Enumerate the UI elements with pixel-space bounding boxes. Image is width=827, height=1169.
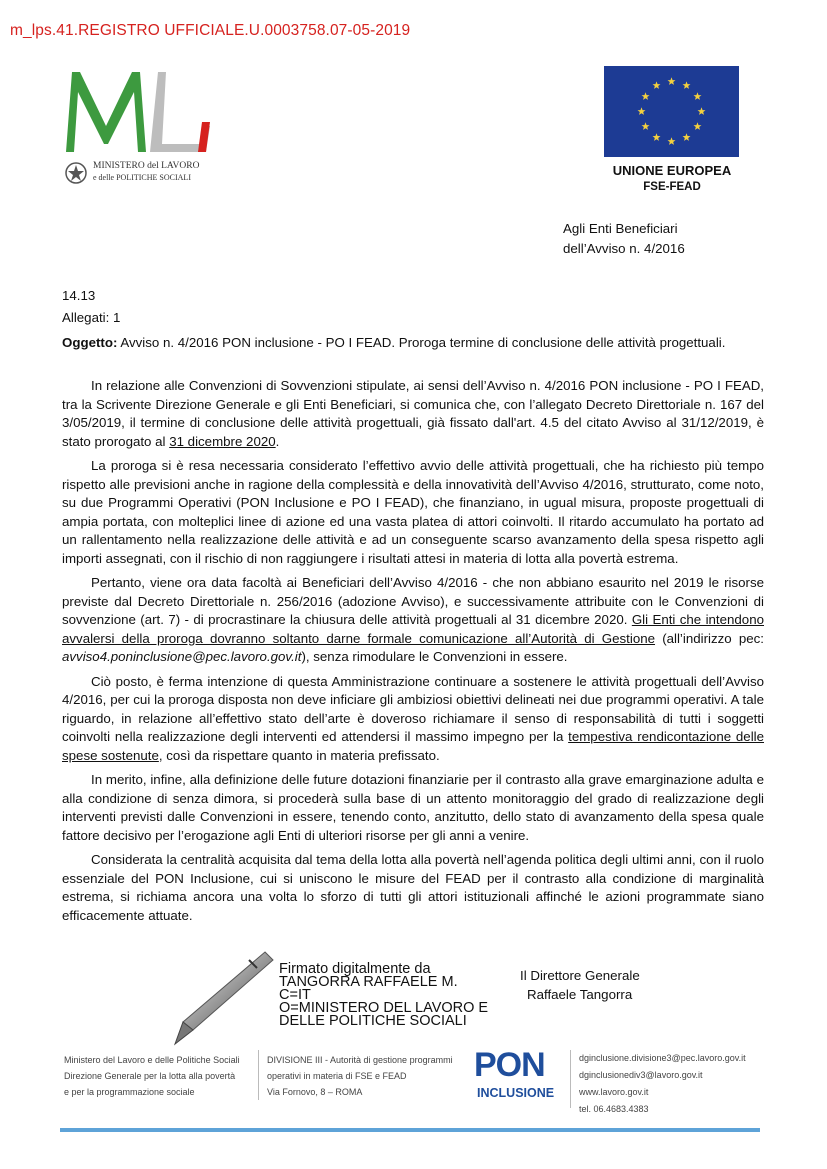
paragraph-3-underlined: Gli Enti che intendono avvalersi della proroga dovranno soltanto darne formale comunicazione all’Autorità di Gestione <box>62 612 764 646</box>
paragraph-4-end: , così da rispettare quanto in materia prefissato. <box>158 747 440 763</box>
paragraph-1-text: In relazione alle Convenzioni di Sovvenzioni stipulate, ai sensi dell’Avviso n. 4/2016 PON inclusione - PO I FEAD, tra la Scrivente Direzione Generale e gli Enti Beneficiari, si comunica che, con l’allegato Decreto Direttoriale n. 167 del 3/05/2019, il termine di conclusione delle attività progettuali, già fissato dall'art. 4.5 del citato Avviso al 31/12/2019, è stato prorogato al <box>62 378 764 449</box>
footer-email[interactable]: dginclusionediv3@lavoro.gov.it <box>579 1070 703 1080</box>
eu-star-icon <box>653 133 661 141</box>
ministry-m-logo-icon <box>62 66 212 166</box>
subject-label: Oggetto: <box>62 335 118 350</box>
pon-logo-text: PON <box>474 1046 545 1084</box>
registration-stamp: m_lps.41.REGISTRO UFFICIALE.U.0003758.07-05-2019 <box>10 22 411 39</box>
eu-stars-icon <box>604 66 739 157</box>
footer-division-line1: DIVISIONE III - Autorità di gestione programmi <box>267 1055 453 1065</box>
attachments-count: Allegati: 1 <box>62 310 121 325</box>
director-role: Il Direttore Generale <box>520 968 640 983</box>
paragraph-3-end: ), senza rimodulare le Convenzioni in essere. <box>301 649 568 664</box>
recipient-block <box>563 219 685 259</box>
new-deadline-date: 31 dicembre 2020 <box>169 433 276 449</box>
recipient-line2: dell’Avviso n. 4/2016 <box>563 241 685 256</box>
footer-website-link[interactable]: www.lavoro.gov.it <box>579 1087 649 1097</box>
paragraph-3 <box>62 574 764 667</box>
eu-star-icon <box>693 122 701 130</box>
footer-ministry-line1: Ministero del Lavoro e delle Politiche Sociali <box>64 1055 240 1065</box>
eu-flag <box>604 66 739 157</box>
paragraph-4-underlined: tempestiva rendicontazione delle spese sostenute <box>62 729 764 763</box>
footer-ministry-line3: e per la programmazione sociale <box>64 1087 195 1097</box>
digital-signature-line2: TANGORRA RAFFAELE M. <box>279 974 458 990</box>
subject-line <box>62 333 772 353</box>
eu-title: UNIONE EUROPEA <box>612 163 732 178</box>
footer-phone: tel. 06.4683.4383 <box>579 1104 649 1114</box>
eu-subtitle: FSE-FEAD <box>643 181 701 193</box>
director-name: Raffaele Tangorra <box>527 987 633 1002</box>
footer-contacts <box>579 1050 746 1118</box>
paragraph-6: Considerata la centralità acquisita dal tema della lotta alla povertà nell’agenda politica degli ultimi anni, con il ruolo essenziale del PON Inclusione, cui si uniscono le misure del FEAD per il contrasto alla condizione di marginalità estrema, si richiama ancora una volta lo sforzo di tutti gli attori istituzionali affinché le azioni programmate siano efficacemente attuate. <box>62 852 764 923</box>
ministry-name-line1: MINISTERO del LAVORO <box>93 161 200 171</box>
eu-star-icon <box>683 133 691 141</box>
subject-text: Avviso n. 4/2016 PON inclusione - PO I FEAD. Proroga termine di conclusione delle attività progettuali. <box>117 335 726 350</box>
eu-star-icon <box>668 77 676 85</box>
letter-meta <box>62 285 120 329</box>
eu-star-icon <box>683 81 691 89</box>
eu-star-icon <box>668 137 676 145</box>
eu-star-icon <box>642 92 650 100</box>
footer-ministry-line2: Direzione Generale per la lotta alla povertà <box>64 1071 236 1081</box>
ministry-name <box>93 161 199 183</box>
director-signature <box>520 966 650 1004</box>
eu-star-icon <box>642 122 650 130</box>
digital-signature-line1: Firmato digitalmente da <box>279 961 431 977</box>
paragraph-1-end: . <box>275 433 280 449</box>
protocol-code: 14.13 <box>62 288 96 303</box>
paragraph-1 <box>62 377 764 451</box>
pon-logo-subtitle: INCLUSIONE <box>477 1086 555 1100</box>
eu-star-icon <box>638 107 646 115</box>
paragraph-3-text: Pertanto, viene ora data facoltà ai Beneficiari dell’Avviso 4/2016 - che non abbiano esaurito nel 2019 le risorse previste dal Decreto Direttoriale n. 256/2016 (adozione Avviso), e successivamente attribuite con le Convenzioni di sovvenzione (art. 7) - di procrastinare la chiusura delle attività progettuali al 31 dicembre 2020. <box>62 575 764 627</box>
republic-emblem-icon <box>64 161 88 185</box>
footer-divider <box>258 1050 259 1100</box>
footer-bar <box>60 1128 760 1132</box>
digital-signature-line3: C=IT <box>279 987 311 1003</box>
paragraph-2: La proroga si è resa necessaria considerato l’effettivo avvio delle attività progettuali, che ha richiesto più tempo rispetto alle previsioni anche in ragione della complessità e della innovatività dell’Avviso 4/2016, strutturato, come noto, su due Programmi Operativi (PON Inclusione e PO I FEAD), che finanziano, in ugual misura, proposte progettuali di ampia portata, con molteplici linee di azione ed una vasta platea di attori coinvolti. Il ritardo accumulato ha portato ad un rallentamento nella realizzazione delle attività e ad un conseguente scarso avanzamento della spesa rispetto agli importi assegnati, con il rischio di non raggiungere i risultati attesi in materia di lotta alla povertà estrema. <box>62 458 764 566</box>
paragraph-4 <box>62 673 764 766</box>
footer-division-info <box>267 1052 453 1100</box>
ministry-name-line2: e delle POLITICHE SOCIALI <box>93 173 191 182</box>
footer-pec-email[interactable]: dginclusione.divisione3@pec.lavoro.gov.it <box>579 1053 746 1063</box>
paragraph-3-pec-prefix: (all’indirizzo pec: <box>655 630 764 646</box>
digital-signature-line4: O=MINISTERO DEL LAVORO E <box>279 1000 489 1016</box>
letter-body <box>62 377 764 931</box>
paragraph-4-text: Ciò posto, è ferma intenzione di questa Amministrazione continuare a sostenere le attività progettuali dell’Avviso 4/2016, per cui la proroga disposta non deve inficiare gli ambiziosi obiettivi delineati nei due programmi operativi. A tale riguardo, in relazione all’effettivo stato dell’arte è doveroso richiamare il senso di responsabilità di tutti i soggetti coinvolti nella realizzazione degli interventi ed attendersi il massimo impegno per la <box>62 673 764 744</box>
eu-star-icon <box>693 92 701 100</box>
eu-star-icon <box>653 81 661 89</box>
footer-divider-2 <box>570 1050 571 1108</box>
footer-address: Via Fornovo, 8 – ROMA <box>267 1087 363 1097</box>
eu-star-icon <box>698 107 706 115</box>
pen-icon <box>165 948 277 1048</box>
recipient-line1: Agli Enti Beneficiari <box>563 221 678 236</box>
digital-signature <box>279 963 488 1028</box>
paragraph-5: In merito, infine, alla definizione delle future dotazioni finanziarie per il contrasto alla grave emarginazione adulta e alla condizione di senza dimora, si procederà sulla base di un attento monitoraggio del grado di realizzazione degli interventi previsti dalle Convenzioni in essere, tenendo conto, anzitutto, dello stato di avanzamento della spesa quale fattore decisivo per l’erogazione agli Enti di ulteriori risorse per gli anni a venire. <box>62 772 764 843</box>
footer-ministry-info <box>64 1052 240 1100</box>
pec-email-address: avviso4.poninclusione@pec.lavoro.gov.it <box>62 649 302 664</box>
footer-division-line2: operativi in materia di FSE e FEAD <box>267 1071 407 1081</box>
digital-signature-line5: DELLE POLITICHE SOCIALI <box>279 1013 467 1029</box>
